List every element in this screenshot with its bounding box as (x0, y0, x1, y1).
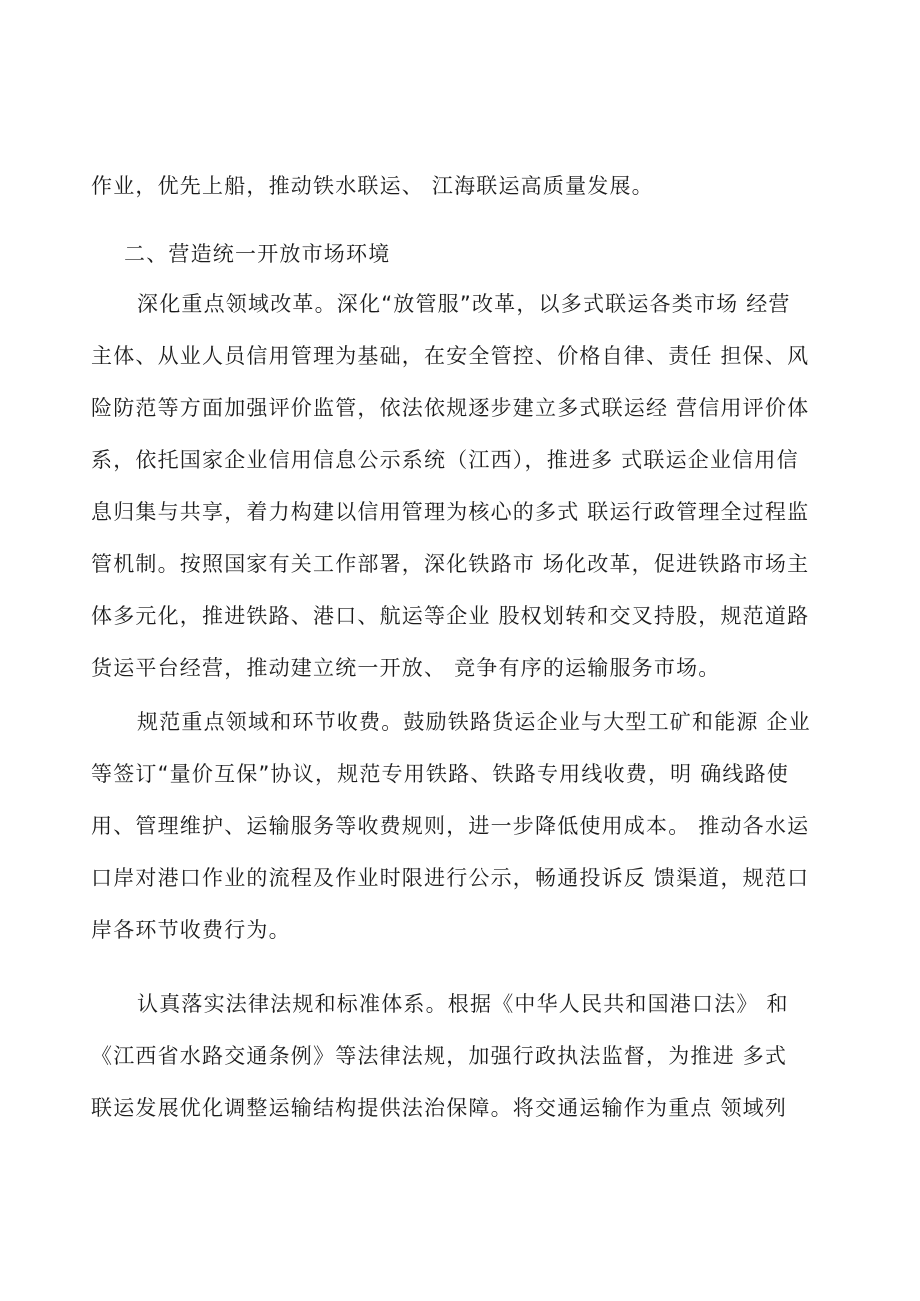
paragraph-line: 息归集与共享，着力构建以信用管理为核心的多式 联运行政管理全过程监 (91, 500, 810, 524)
paragraph-line: 口岸对港口作业的流程及作业时限进行公示，畅通投诉反 馈渠道，规范口 (91, 866, 810, 890)
paragraph-line: 认真落实法律法规和标准体系。根据《中华人民共和国港口法》 和 (137, 992, 789, 1016)
paragraph-line: 规范重点领域和环节收费。鼓励铁路货运企业与大型工矿和能源 企业 (137, 710, 811, 734)
paragraph-line: 作业，优先上船，推动铁水联运、 江海联运高质量发展。 (91, 174, 654, 198)
section-heading: 二、营造统一开放市场环境 (124, 242, 391, 266)
paragraph-line: 管机制。按照国家有关工作部署，深化铁路市 场化改革，促进铁路市场主 (91, 552, 810, 576)
paragraph-line: 系，依托国家企业信用信息公示系统（江西），推进多 式联运企业信用信 (91, 448, 799, 472)
paragraph-line: 《江西省水路交通条例》等法律法规，加强行政执法监督，为推进 多式 (91, 1044, 788, 1068)
paragraph-line: 货运平台经营，推动建立统一开放、 竞争有序的运输服务市场。 (91, 656, 721, 680)
paragraph-line: 深化重点领域改革。深化“放管服”改革，以多式联运各类市场 经营 (137, 292, 791, 316)
paragraph-line: 岸各环节收费行为。 (91, 918, 291, 942)
paragraph-line: 体多元化，推进铁路、港口、航运等企业 股权划转和交叉持股，规范道路 (91, 604, 810, 628)
paragraph-line: 用、管理维护、运输服务等收费规则，进一步降低使用成本。 推动各水运 (91, 814, 810, 838)
paragraph-line: 等签订“量价互保”协议，规范专用铁路、铁路专用线收费，明 确线路使 (91, 762, 790, 786)
paragraph-line: 险防范等方面加强评价监管，依法依规逐步建立多式联运经 营信用评价体 (91, 396, 810, 420)
paragraph-line: 联运发展优化调整运输结构提供法治保障。将交通运输作为重点 领域列 (91, 1096, 788, 1120)
paragraph-line: 主体、从业人员信用管理为基础，在安全管控、价格自律、责任 担保、风 (91, 344, 810, 368)
